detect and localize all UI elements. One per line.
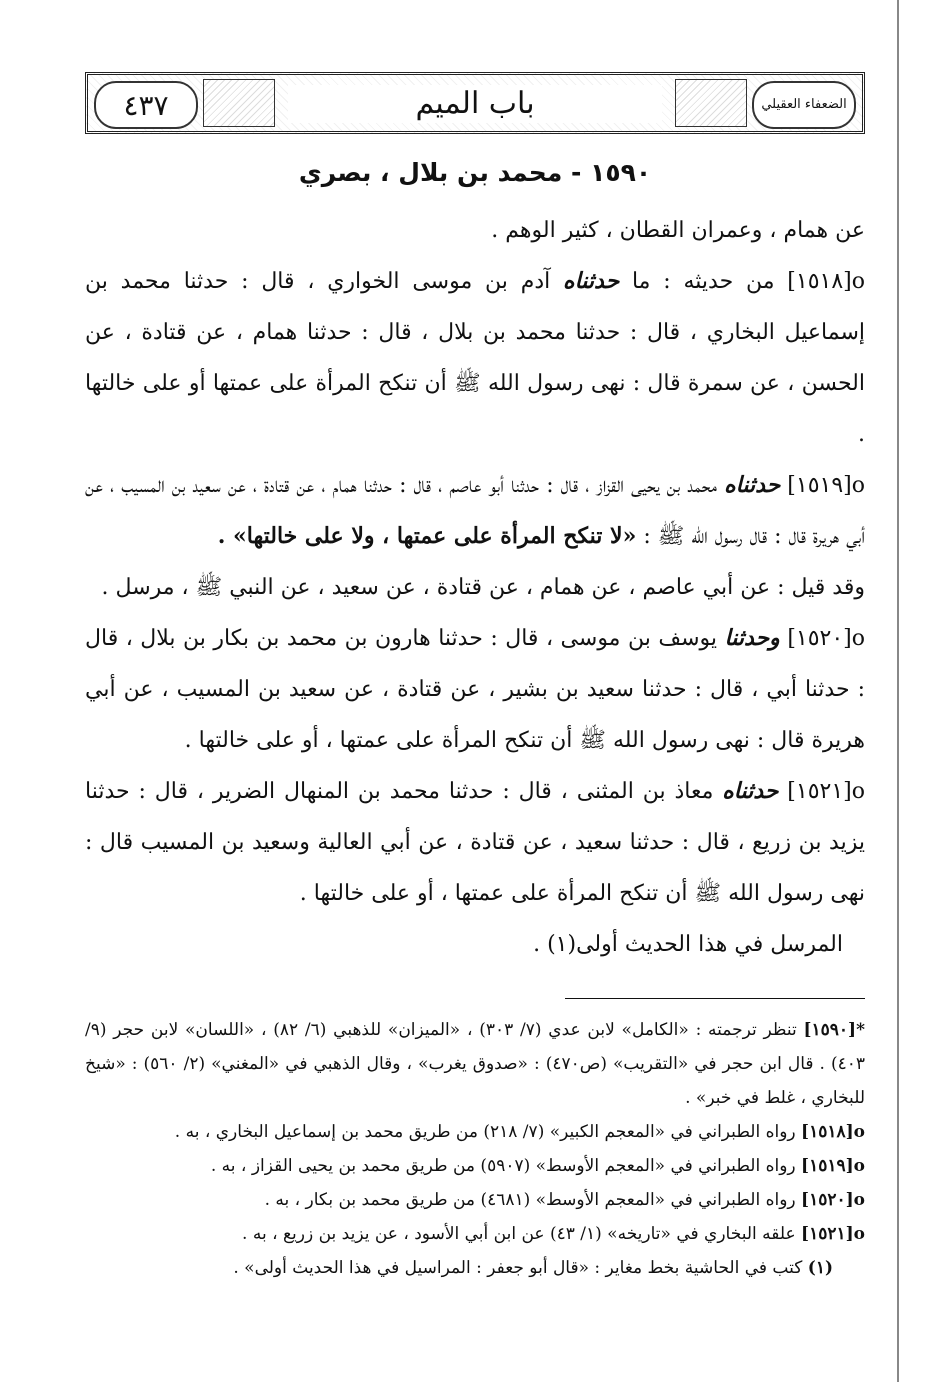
page-header xyxy=(85,72,865,134)
hadith-tahdith: وحدثنا xyxy=(724,625,780,651)
hadith-tahdith: حدثناه xyxy=(724,472,781,498)
footnote-mark: o[١٥٢١] xyxy=(801,1224,865,1244)
header-ornament-right xyxy=(675,79,747,127)
hadith-quote: «لا تنكح المرأة على عمتها ، ولا على خالتها» . xyxy=(217,523,637,549)
footnote-mark: o[١٥١٨] xyxy=(801,1122,865,1142)
footnote xyxy=(85,1149,865,1183)
hadith-ref: o[١٥٢١] xyxy=(787,779,865,804)
book-page xyxy=(85,72,865,1285)
hadith-text: محمد بن يحيى القزاز ، قال : حدثنا أبو عاصم ، قال : حدثنا همام ، عن قتادة ، عن سعيد بن المسيب ، عن أبي هريرة قال : قال رسول الله ﷺ : xyxy=(85,473,865,549)
hadith-paragraph xyxy=(85,766,865,919)
footnote-text: علقه البخاري في «تاريخه» (١/ ٤٣) عن ابن أبي الأسود ، عن يزيد بن زريع ، به . xyxy=(242,1224,802,1244)
chapter-title: باب الميم xyxy=(288,85,662,123)
footnote-separator xyxy=(565,998,865,999)
hadith-ref: o[١٥١٩] xyxy=(787,473,865,498)
page-spine-line xyxy=(897,0,899,1382)
page-number xyxy=(94,81,198,129)
book-logo xyxy=(752,81,856,129)
entry-intro: عن همام ، وعمران القطان ، كثير الوهم . xyxy=(491,218,865,243)
footnote-mark: (١) xyxy=(807,1258,833,1278)
footnote-text: رواه الطبراني في «المعجم الكبير» (٧/ ٢١٨) من طريق محمد بن إسماعيل البخاري ، به . xyxy=(174,1122,802,1142)
hadith-text: وقد قيل : عن أبي عاصم ، عن همام ، عن قتادة ، عن سعيد ، عن النبي ﷺ ، مرسل . xyxy=(101,575,865,600)
footnote-mark: o[١٥٢٠] xyxy=(801,1190,865,1210)
footnote xyxy=(85,1251,865,1285)
page-number-text: ٤٣٧ xyxy=(123,88,169,122)
header-ornament-left xyxy=(203,79,275,127)
book-logo-text: الضعفاء العقيلي xyxy=(761,96,847,112)
footnote xyxy=(85,1217,865,1251)
footnote-mark: *[١٥٩٠] xyxy=(803,1020,865,1040)
footnote-text: رواه الطبراني في «المعجم الأوسط» (٥٩٠٧) من طريق محمد بن يحيى القزاز ، به . xyxy=(210,1156,802,1176)
footnote-text: رواه الطبراني في «المعجم الأوسط» (٤٦٨١) من طريق محمد بن بكار ، به . xyxy=(264,1190,802,1210)
hadith-pre xyxy=(778,779,787,804)
footnote xyxy=(85,1013,865,1115)
footnote-text: تنظر ترجمته : «الكامل» لابن عدي (٧/ ٣٠٣) ، «الميزان» للذهبي (٦/ ٨٢) ، «اللسان» لابن حجر (٩/ ٤٠٣) . قال ابن حجر في «التقريب» (ص٤٧٠) : «صدوق يغرب» ، وقال الذهبي في «المغني» (٢/ ٥٦٠) : «شيخ للبخاري ، غلط في خبر» . xyxy=(85,1020,866,1108)
hadith-text: آدم بن موسى الخواري ، قال : حدثنا محمد بن إسماعيل البخاري ، قال : حدثنا محمد بن بلال ، قال : حدثنا همام ، عن قتادة ، عن الحسن ، عن سمرة قال : نهى رسول الله ﷺ أن تنكح المرأة على عمتها أو على خالتها . xyxy=(85,269,865,447)
footnote xyxy=(85,1183,865,1217)
hadith-text: معاذ بن المثنى ، قال : حدثنا محمد بن المنهال الضرير ، قال : حدثنا يزيد بن زريع ، قال : حدثنا سعيد ، عن قتادة ، عن أبي العالية وسعيد بن المسيب قال : نهى رسول الله ﷺ أن تنكح المرأة على عمتها ، أو على خالتها . xyxy=(85,779,865,906)
footnote-mark: o[١٥١٩] xyxy=(801,1156,865,1176)
hadith-ref: o[١٥٢٠] xyxy=(787,626,866,651)
hadith-ref: o[١٥١٨] xyxy=(787,269,865,294)
conclusion-paragraph xyxy=(85,919,865,970)
footnote xyxy=(85,1115,865,1149)
hadith-paragraph xyxy=(85,613,865,766)
hadith-paragraph xyxy=(85,562,865,613)
entry-title: ١٥٩٠ - محمد بن بلال ، بصري xyxy=(298,158,652,187)
hadith-tahdith: حدثناه xyxy=(722,778,779,804)
hadith-paragraph xyxy=(85,256,865,460)
hadith-tahdith: حدثناه xyxy=(563,268,620,294)
hadith-pre: من حديثه : ما xyxy=(619,269,788,294)
hadith-paragraph xyxy=(85,460,865,562)
hadith-text: المرسل في هذا الحديث أولى(١) . xyxy=(533,932,843,957)
hadith-text: يوسف بن موسى ، قال : حدثنا هارون بن محمد بن بكار بن بلال ، قال : حدثنا أبي ، قال : حدثنا سعيد بن بشير ، عن قتادة ، عن سعيد بن المسيب ، عن أبي هريرة قال : نهى رسول الله ﷺ أن تنكح المرأة على عمتها ، أو على خالتها . xyxy=(85,626,865,753)
footnote-text: كتب في الحاشية بخط مغاير : «قال أبو جعفر : المراسيل في هذا الحديث أولى» . xyxy=(233,1258,808,1278)
